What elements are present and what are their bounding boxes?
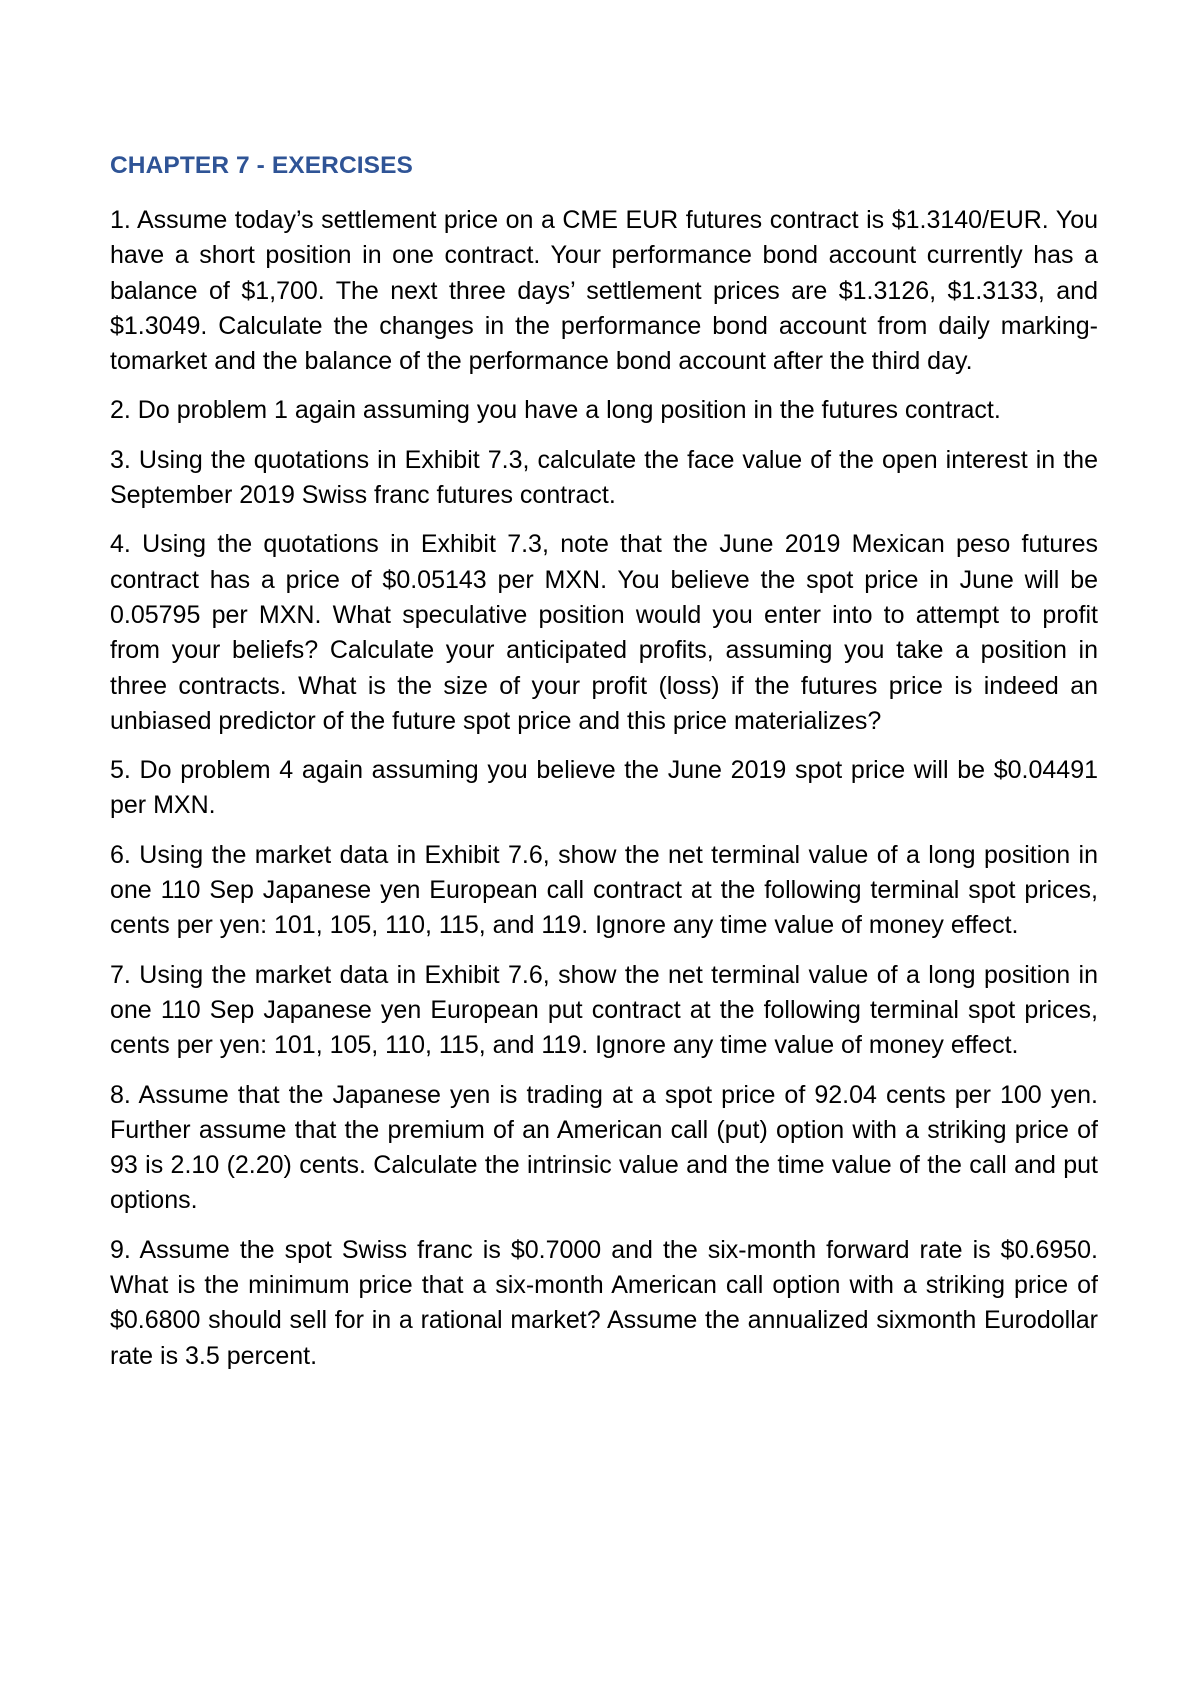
exercise-1: 1. Assume today’s settlement price on a CME EUR futures contract is $1.3140/EUR. You have a short position in one contract. Your performance bond account currently has a balance of $1,700. The next three days’ settlement prices are $1.3126, $1.3133, and $1.3049. Calculate the changes in the performance bond account from daily marking-tomarket and the balance of the performance bond account after the third day. (110, 206, 1098, 376)
exercise-2: 2. Do problem 1 again assuming you have a long position in the futures contract. (110, 396, 1001, 425)
exercise-5: 5. Do problem 4 again assuming you believe the June 2019 spot price will be $0.04491 per MXN. (110, 756, 1098, 820)
exercise-4: 4. Using the quotations in Exhibit 7.3, note that the June 2019 Mexican peso futures contract has a price of $0.05143 per MXN. You believe the spot price in June will be 0.05795 per MXN. What speculative position would you enter into to attempt to profit from your beliefs? Calculate your anticipated profits, assuming you take a position in three contracts. What is the size of your profit (loss) if the futures price is indeed an unbiased predictor of the future spot price and this price materializes? (110, 530, 1098, 735)
page-content (110, 150, 1098, 1388)
exercise-6: 6. Using the market data in Exhibit 7.6, show the net terminal value of a long position in one 110 Sep Japanese yen European call contract at the following terminal spot prices, cents per yen: 101, 105, 110, 115, and 119. Ignore any time value of money effect. (110, 840, 1098, 940)
exercise-9: 9. Assume the spot Swiss franc is $0.7000 and the six-month forward rate is $0.6950. What is the minimum price that a six-month American call option with a striking price of $0.6800 should sell for in a rational market? Assume the annualized sixmonth Eurodollar rate is 3.5 percent. (110, 1235, 1098, 1370)
exercise-3: 3. Using the quotations in Exhibit 7.3, calculate the face value of the open interest in the September 2019 Swiss franc futures contract. (110, 445, 1098, 510)
exercise-8: 8. Assume that the Japanese yen is trading at a spot price of 92.04 cents per 100 yen. Further assume that the premium of an American call (put) option with a striking price of 93 is 2.10 (2.20) cents. Calculate the intrinsic value and the time value of the call and put options. (110, 1080, 1098, 1215)
chapter-title: CHAPTER 7 - EXERCISES (110, 152, 413, 179)
exercise-7: 7. Using the market data in Exhibit 7.6, show the net terminal value of a long position in one 110 Sep Japanese yen European put contract at the following terminal spot prices, cents per yen: 101, 105, 110, 115, and 119. Ignore any time value of money effect. (110, 960, 1098, 1060)
